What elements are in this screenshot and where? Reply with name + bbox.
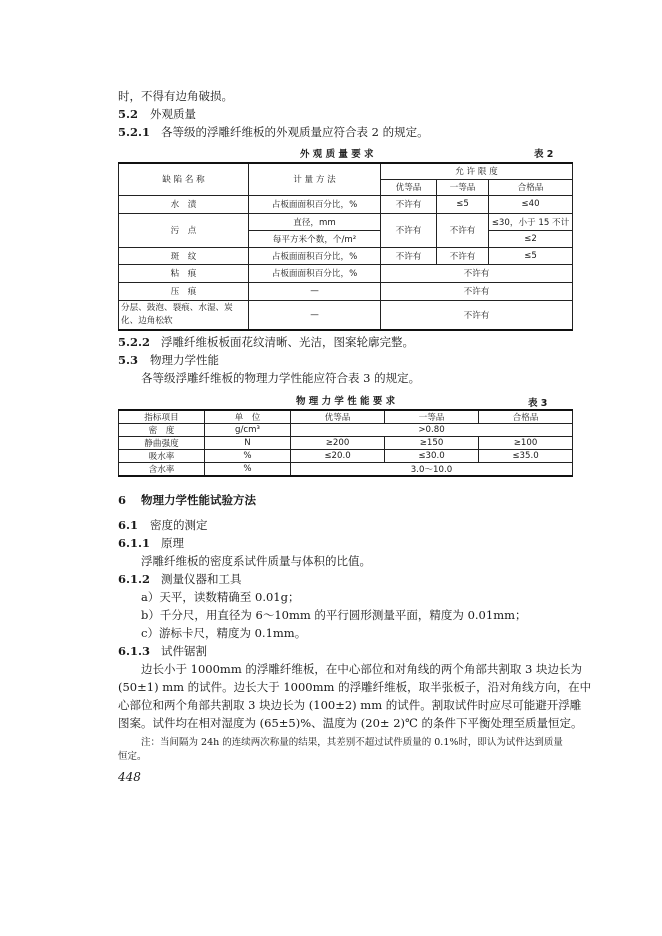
- note-line: 恒定。: [118, 751, 147, 762]
- table-cell: 3.0～10.0: [291, 463, 573, 477]
- table-cell: [119, 300, 249, 330]
- section-5-2-1-number: 5.2.1: [118, 125, 151, 139]
- table-cell: 粘 痕: [119, 264, 249, 282]
- section-6-1-3-title: 试件锯割: [161, 644, 207, 658]
- section-6-1-1-text: 浮雕纤维板的密度系试件质量与体积的比值。: [141, 554, 371, 568]
- table-cell: ≥100: [479, 437, 573, 450]
- table-cell: ≤35.0: [479, 450, 573, 463]
- table-3-label: 表 3: [528, 398, 548, 409]
- paragraph-line: (50±1) mm 的试件。边长大于 1000mm 的浮雕纤维板，取半张板子，沿对角线方向，在中: [118, 680, 592, 694]
- table-3-header: 优等品: [291, 410, 385, 424]
- section-5-3-title: 物理力学性能: [150, 353, 219, 367]
- table-cell: %: [205, 463, 291, 477]
- table-cell: 直径，mm: [249, 213, 381, 230]
- section-6-1-1-number: 6.1.1: [118, 536, 151, 550]
- table-cell: ≤40: [489, 195, 573, 213]
- table-2-header-allow: 允 许 限 度: [381, 163, 573, 179]
- table-cell: 不许有: [381, 213, 437, 247]
- table-row: [119, 463, 573, 477]
- table-2-header-defect: 缺 陷 名 称: [119, 163, 249, 195]
- section-6-1-title: 密度的测定: [150, 518, 208, 532]
- table-cell: 占板面面积百分比，%: [249, 264, 381, 282]
- note-line: 注：当间隔为 24h 的连续两次称量的结果，其差别不超过试件质量的 0.1%时，即认为试件达到质量: [141, 737, 563, 748]
- table-cell: 不许有: [437, 247, 489, 264]
- table-row: [119, 300, 573, 330]
- table-3-title: 物 理 力 学 性 能 要 求: [296, 396, 396, 407]
- table-cell-line: 化、边角松软: [121, 315, 173, 326]
- table-row: [119, 213, 573, 230]
- page-number: 448: [118, 770, 141, 784]
- table-cell: ≤30，小于 15 不计: [489, 213, 573, 230]
- table-3-header: 一等品: [385, 410, 479, 424]
- table-cell: 斑 纹: [119, 247, 249, 264]
- section-6-title: 物理力学性能试验方法: [141, 493, 256, 507]
- text-line: 时，不得有边角破损。: [118, 89, 233, 103]
- table-cell: N: [205, 437, 291, 450]
- paragraph-line: 心部位和两个角部共割取 3 块边长为 (100±2) mm 的试件。割取试件时应尽可能避开浮雕: [118, 698, 582, 712]
- section-5-2-2-text: 浮雕纤维板板面花纹清晰、光洁，图案轮廓完整。: [161, 335, 414, 349]
- table-cell: ≤5: [437, 195, 489, 213]
- section-6-number: 6: [118, 493, 127, 507]
- section-5-3-number: 5.3: [118, 353, 139, 367]
- table-cell: 吸水率: [119, 450, 205, 463]
- section-5-2-title: 外观质量: [150, 107, 196, 121]
- table-cell: g/cm³: [205, 424, 291, 437]
- table-row: [119, 264, 573, 282]
- table-row: [119, 424, 573, 437]
- table-cell: %: [205, 450, 291, 463]
- list-item: a）天平，读数精确至 0.01g；: [141, 590, 300, 604]
- table-cell: 占板面面积百分比，%: [249, 247, 381, 264]
- table-2-title: 外 观 质 量 要 求: [300, 149, 374, 160]
- table-cell: 不许有: [437, 213, 489, 247]
- section-5-3-text: 各等级浮雕纤维板的物理力学性能应符合表 3 的规定。: [141, 371, 421, 385]
- section-6-1-1-title: 原理: [161, 536, 184, 550]
- table-cell: ≥200: [291, 437, 385, 450]
- table-row: [119, 247, 573, 264]
- table-row: [119, 282, 573, 300]
- table-cell: 不许有: [381, 282, 573, 300]
- table-cell: 不许有: [381, 195, 437, 213]
- paragraph-line: 图案。试件均在相对湿度为 (65±5)%、温度为 (20± 2)℃ 的条件下平衡处理至质量恒定。: [118, 716, 583, 730]
- table-cell: ≤2: [489, 230, 573, 247]
- table-cell-line: 分层、鼓泡、裂痕、水湿、炭: [121, 302, 233, 313]
- table-cell: ≥150: [385, 437, 479, 450]
- table-2-label: 表 2: [534, 149, 554, 160]
- table-cell: 每平方米个数，个/m²: [249, 230, 381, 247]
- table-2-header-grade-1: 优等品: [381, 179, 437, 195]
- table-cell: —: [249, 300, 381, 330]
- table-cell: ≤5: [489, 247, 573, 264]
- table-cell: ≤30.0: [385, 450, 479, 463]
- table-2-header-method: 计 量 方 法: [249, 163, 381, 195]
- table-3: [118, 409, 573, 477]
- table-cell: 含水率: [119, 463, 205, 477]
- list-item: c）游标卡尺，精度为 0.1mm。: [141, 626, 307, 640]
- section-5-2-2-number: 5.2.2: [118, 335, 151, 349]
- table-cell: —: [249, 282, 381, 300]
- table-cell: >0.80: [291, 424, 573, 437]
- table-cell: 静曲强度: [119, 437, 205, 450]
- paragraph-line: 边长小于 1000mm 的浮雕纤维板，在中心部位和对角线的两个角部共割取 3 块边长为: [141, 662, 583, 676]
- section-5-2-1-text: 各等级的浮雕纤维板的外观质量应符合表 2 的规定。: [161, 125, 429, 139]
- section-6-1-2-title: 测量仪器和工具: [161, 572, 242, 586]
- table-cell: 水 渍: [119, 195, 249, 213]
- section-6-1-2-number: 6.1.2: [118, 572, 151, 586]
- table-3-header: 合格品: [479, 410, 573, 424]
- table-row: [119, 450, 573, 463]
- table-3-header: 单 位: [205, 410, 291, 424]
- table-cell: 密 度: [119, 424, 205, 437]
- table-cell: 不许有: [381, 247, 437, 264]
- table-2-header-grade-3: 合格品: [489, 179, 573, 195]
- section-6-1-3-number: 6.1.3: [118, 644, 151, 658]
- table-cell: 不许有: [381, 264, 573, 282]
- table-cell: ≤20.0: [291, 450, 385, 463]
- list-item: b）千分尺，用直径为 6～10mm 的平行圆形测量平面，精度为 0.01mm；: [141, 608, 527, 622]
- section-5-2-number: 5.2: [118, 107, 139, 121]
- table-2-header-grade-2: 一等品: [437, 179, 489, 195]
- table-cell: 污 点: [119, 213, 249, 247]
- table-row: [119, 195, 573, 213]
- table-cell: 压 痕: [119, 282, 249, 300]
- table-row: [119, 437, 573, 450]
- table-3-header: 指标项目: [119, 410, 205, 424]
- section-6-1-number: 6.1: [118, 518, 139, 532]
- table-2: [118, 162, 573, 331]
- table-cell: 占板面面积百分比，%: [249, 195, 381, 213]
- table-cell: 不许有: [381, 300, 573, 330]
